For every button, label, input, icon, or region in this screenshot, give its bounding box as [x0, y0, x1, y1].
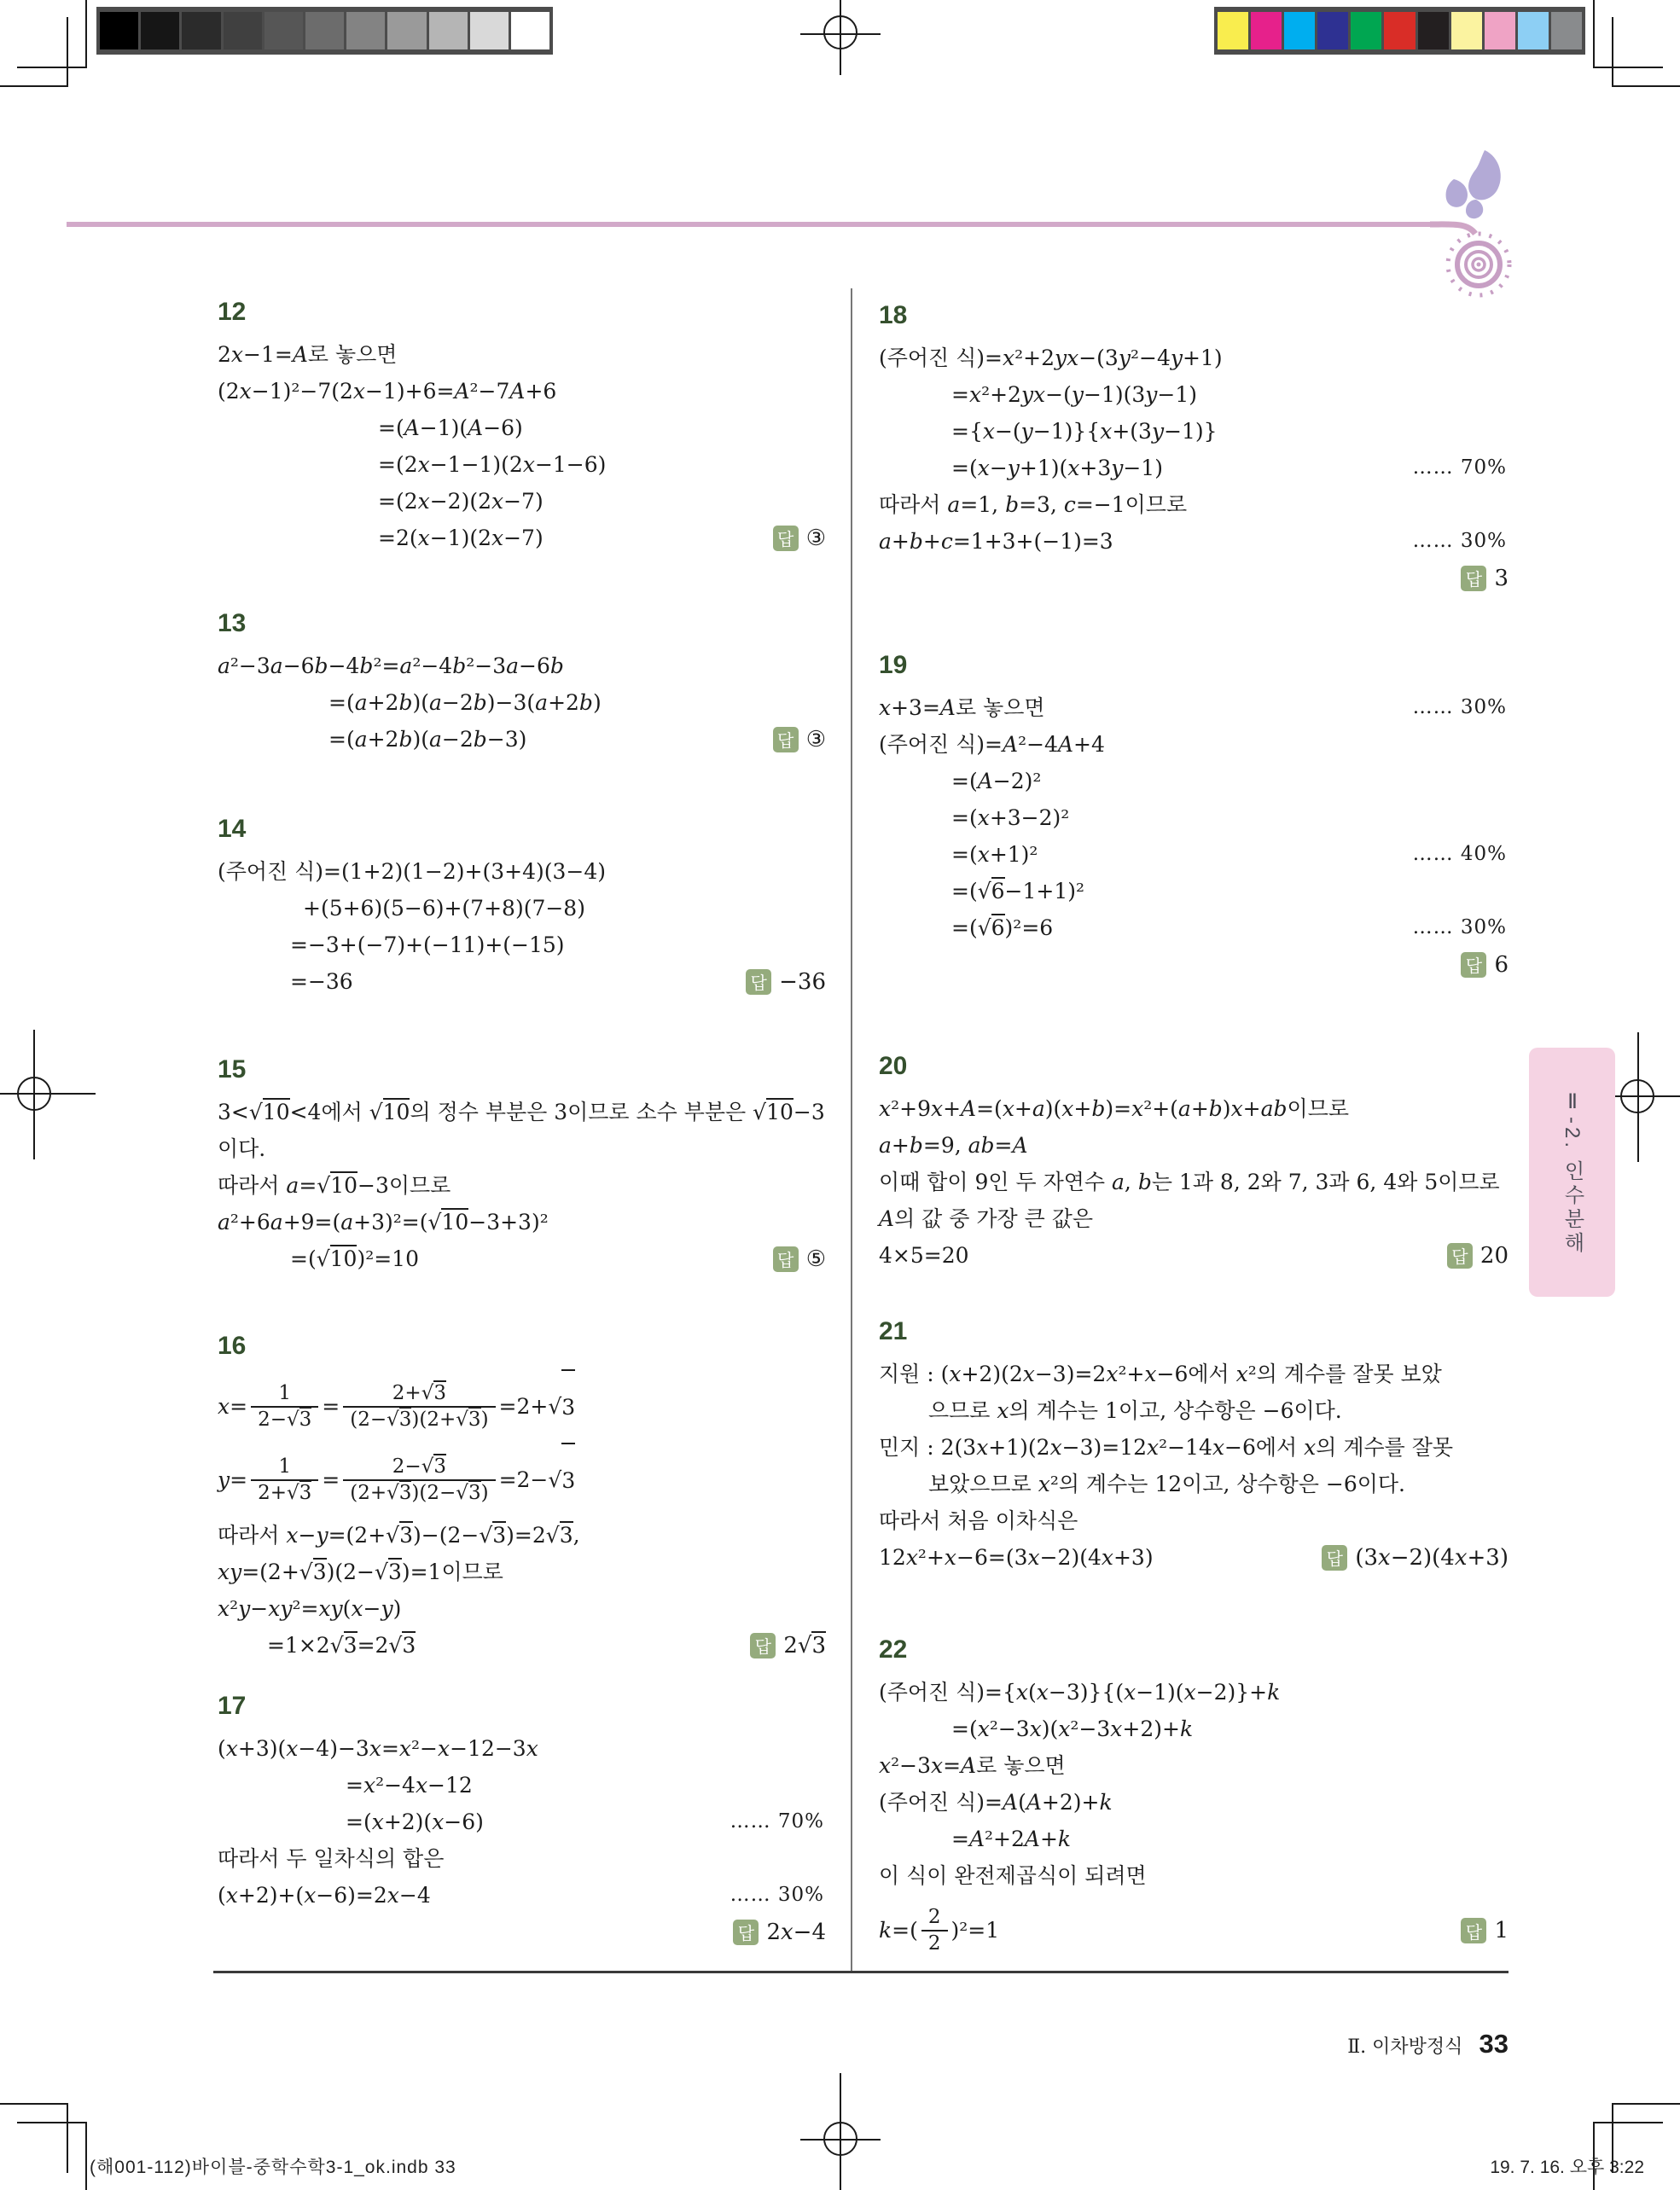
solution-line: =(√6−1+1)²	[951, 879, 1085, 903]
grayscale-swatch	[511, 12, 549, 49]
solution-line: A의 값 중 가장 큰 값은	[879, 1206, 1093, 1231]
grayscale-swatch	[224, 12, 262, 49]
solution-line: a²+6a+9=(a+3)²=(√10−3+3)²	[218, 1210, 549, 1234]
solution-line: =(2x−2)(2x−7)	[378, 489, 544, 514]
chapter-side-tab	[1529, 1048, 1615, 1297]
solution-line: +(5+6)(5−6)+(7+8)(7−8)	[303, 896, 585, 921]
flower-ornament-icon	[1430, 147, 1524, 313]
problem-number: 20	[879, 1052, 908, 1080]
problem-number: 16	[218, 1332, 247, 1360]
answer	[773, 526, 826, 551]
answer-value: (3x−2)(4x+3)	[1355, 1544, 1509, 1571]
fraction: $\frac{2}{2}$	[921, 1905, 948, 1956]
answer-value: ③	[805, 525, 826, 551]
solution-line: =(x+1)² …… 40%	[879, 836, 1509, 873]
problem-18	[879, 302, 1509, 596]
footer-section	[879, 2029, 1509, 2059]
answer-value: ⑤	[805, 1246, 826, 1272]
answer-value: −36	[779, 968, 826, 995]
problem-17	[218, 1693, 826, 1950]
solution-line: 3<√10<4에서 √10의 정수 부분은 3이므로 소수 부분은 √10−3	[218, 1100, 825, 1124]
answer	[1447, 1243, 1509, 1269]
grayscale-swatch	[346, 12, 385, 49]
score-note: …… 70%	[1412, 456, 1507, 479]
footer-rule	[213, 1971, 1509, 1973]
solution-line: 이다.	[218, 1136, 266, 1161]
solution-line: 4×5=20 답 20	[879, 1242, 1509, 1269]
answer	[773, 1246, 826, 1272]
solution-line: 따라서 a=√10−3이므로	[218, 1173, 451, 1198]
answer-value: 1	[1494, 1918, 1509, 1943]
solution-line: x = $\frac{1}{2-√3}$ = $\frac{2+√3}{(2-√3)(2+√3)}$ =2+√ 3	[218, 1370, 826, 1444]
solution-line: x²+9x+A=(x+a)(x+b)=x²+(a+b)x+ab이므로	[879, 1096, 1349, 1121]
grayscale-swatch	[387, 12, 426, 49]
color-swatch	[1218, 12, 1248, 49]
solution-line: =1×2√3=2√3 답 2√3	[267, 1632, 826, 1658]
solution-line: 따라서 a=1, b=3, c=−1이므로	[879, 492, 1188, 517]
color-swatch	[1317, 12, 1348, 49]
solution-line: y = $\frac{1}{2+√3}$ = $\frac{2-√3}{(2+√3)(2-√3)}$ =2−√ 3	[218, 1444, 826, 1517]
solution-line	[879, 946, 1509, 983]
problem-number: 18	[879, 301, 908, 329]
answer	[1461, 1918, 1509, 1943]
solution-line: =(2x−1−1)(2x−1−6)	[378, 452, 607, 477]
side-tab-label: Ⅱ-2. 인수분해	[1561, 1089, 1584, 1256]
solution-line: =2(x−1)(2x−7) 답 ③	[378, 525, 826, 551]
solution-line: (주어진 식)={x(x−3)}{(x−1)(x−2)}+k	[879, 1680, 1281, 1705]
score-note: …… 30%	[730, 1884, 824, 1906]
problem-13	[218, 610, 826, 758]
grayscale-swatch	[141, 12, 179, 49]
solution-line: =(A−1)(A−6)	[378, 415, 523, 440]
answer-badge: 답	[733, 1920, 759, 1945]
color-swatch	[1284, 12, 1315, 49]
solution-line: =x²+2yx−(y−1)(3y−1)	[951, 382, 1197, 407]
answer-badge: 답	[773, 526, 799, 551]
solution-line: =(x−y+1)(x+3y−1) …… 70%	[879, 450, 1509, 486]
solution-line	[218, 1914, 826, 1950]
solution-line: =(x+3−2)²	[951, 805, 1070, 830]
solution-line: =(√6)²=6 …… 30%	[879, 909, 1509, 946]
footer-page-number: 33	[1479, 2029, 1509, 2059]
problem-number: 22	[879, 1635, 908, 1664]
problem-number: 15	[218, 1055, 247, 1083]
answer-badge: 답	[746, 969, 771, 995]
color-swatch	[1351, 12, 1381, 49]
color-swatch	[1451, 12, 1482, 49]
answer-value: ③	[805, 726, 826, 752]
answer-value: 6	[1494, 951, 1509, 978]
solution-line: =(x+2)(x−6) …… 70%	[218, 1804, 826, 1840]
column-divider	[851, 288, 852, 1972]
solution-line: 따라서 x−y=(2+√3)−(2−√3)=2√3,	[218, 1523, 580, 1548]
grayscale-swatch	[264, 12, 303, 49]
solution-line: 2x−1=A로 놓으면	[218, 342, 398, 367]
grayscale-swatch	[182, 12, 220, 49]
color-swatch	[1384, 12, 1415, 49]
fraction: $\frac{1}{2+√3}$	[251, 1455, 318, 1506]
grayscale-swatch	[429, 12, 468, 49]
solution-line: a+b+c=1+3+(−1)=3 …… 30%	[879, 523, 1509, 560]
answer	[1461, 566, 1509, 591]
problem-20	[879, 1053, 1509, 1274]
footer-chapter-label: Ⅱ. 이차방정식	[1347, 2036, 1463, 2058]
solution-line: (x+3)(x−4)−3x=x²−x−12−3x	[218, 1736, 538, 1761]
solution-line: =x²−4x−12	[346, 1773, 473, 1798]
solution-line: =(a+2b)(a−2b−3) 답 ③	[328, 726, 826, 752]
answer-value: 2√3	[783, 1632, 826, 1658]
solution-line: a+b=9, ab=A	[879, 1133, 1028, 1158]
fraction: $\frac{2-√3}{(2+√3)(2-√3)}$	[343, 1455, 495, 1506]
grayscale-swatch	[305, 12, 344, 49]
solution-line: =A²+2A+k	[951, 1827, 1072, 1851]
header-rule	[67, 222, 1455, 227]
solution-line: (주어진 식)=A(A+2)+k	[879, 1790, 1113, 1815]
problem-21	[879, 1318, 1509, 1576]
solution-line: =(A−2)²	[951, 769, 1042, 793]
solution-line: (x+2)+(x−6)=2x−4 …… 30%	[218, 1877, 826, 1914]
answer	[733, 1920, 826, 1945]
problem-number: 13	[218, 609, 247, 637]
solution-line: 으므로 x의 계수는 1이고, 상수항은 −6이다.	[928, 1398, 1342, 1423]
solution-line: 민지 : 2(3x+1)(2x−3)=12x²−14x−6에서 x의 계수를 잘못	[879, 1435, 1454, 1460]
answer	[750, 1633, 826, 1658]
solution-line: =(x²−3x)(x²−3x+2)+k	[951, 1717, 1194, 1741]
score-note: …… 30%	[1412, 916, 1507, 938]
answer-badge: 답	[1461, 1918, 1486, 1943]
solution-line: (2x−1)²−7(2x−1)+6=A²−7A+6	[218, 379, 557, 404]
problem-number: 21	[879, 1317, 908, 1345]
solution-line: 12x²+x−6=(3x−2)(4x+3) 답 (3x−2)(4x+3)	[879, 1544, 1509, 1571]
answer-value: 3	[1494, 565, 1509, 591]
fraction: $\frac{2+√3}{(2-√3)(2+√3)}$	[343, 1381, 495, 1432]
solution-line: (주어진 식)=(1+2)(1−2)+(3+4)(3−4)	[218, 859, 607, 884]
solution-line: (주어진 식)=A²−4A+4	[879, 732, 1105, 757]
color-calibration-bar	[1214, 7, 1585, 55]
grayscale-swatch	[470, 12, 509, 49]
problem-number: 17	[218, 1692, 247, 1720]
solution-line: x²−3x=A로 놓으면	[879, 1753, 1066, 1778]
answer-badge: 답	[1322, 1545, 1347, 1571]
answer-badge: 답	[773, 727, 799, 752]
answer-badge: 답	[1447, 1243, 1473, 1269]
solution-line	[879, 560, 1509, 596]
answer-badge: 답	[1461, 566, 1486, 591]
answer	[746, 969, 826, 995]
answer	[1461, 952, 1509, 978]
problem-16	[218, 1333, 826, 1664]
solution-line: =−3+(−7)+(−11)+(−15)	[290, 932, 565, 957]
problem-19	[879, 652, 1509, 983]
solution-line: 이때 합이 9인 두 자연수 a, b는 1과 8, 2와 7, 3과 6, 4와 5이므로	[879, 1170, 1500, 1194]
score-note: …… 70%	[730, 1810, 824, 1833]
answer	[773, 727, 826, 752]
grayscale-calibration-bar	[96, 7, 553, 55]
score-note: …… 40%	[1412, 843, 1507, 865]
answer	[1322, 1545, 1509, 1571]
color-swatch	[1418, 12, 1449, 49]
problem-14	[218, 816, 826, 1000]
score-note: …… 30%	[1412, 530, 1507, 552]
problem-number: 19	[879, 651, 908, 679]
problem-number: 12	[218, 298, 247, 326]
solution-line: 보았으므로 x²의 계수는 12이고, 상수항은 −6이다.	[928, 1472, 1405, 1496]
solution-line: x²y−xy²=xy(x−y)	[218, 1596, 402, 1621]
problem-22	[879, 1636, 1509, 1967]
answer-badge: 답	[1461, 952, 1486, 978]
fraction: $\frac{1}{2-√3}$	[251, 1381, 318, 1432]
solution-line: 이 식이 완전제곱식이 되려면	[879, 1863, 1147, 1888]
answer-badge: 답	[773, 1246, 799, 1272]
solution-line: 따라서 처음 이차식은	[879, 1508, 1078, 1533]
print-timestamp: 19. 7. 16. 오후 3:22	[1490, 2158, 1644, 2177]
solution-line: =(√10)²=10 답 ⑤	[290, 1246, 826, 1272]
problem-15	[218, 1056, 826, 1277]
solution-line: a²−3a−6b−4b²=a²−4b²−3a−6b	[218, 654, 564, 678]
color-swatch	[1551, 12, 1582, 49]
solution-line: 따라서 두 일차식의 합은	[218, 1846, 445, 1871]
solution-line: x+3=A로 놓으면 …… 30%	[879, 689, 1509, 726]
color-swatch	[1518, 12, 1549, 49]
solution-line: =(a+2b)(a−2b)−3(a+2b)	[328, 690, 602, 715]
color-swatch	[1251, 12, 1282, 49]
problem-12	[218, 299, 826, 556]
solution-line: ={x−(y−1)}{x+(3y−1)}	[951, 419, 1218, 444]
solution-line: xy=(2+√3)(2−√3)=1이므로	[218, 1560, 503, 1584]
grayscale-swatch	[100, 12, 138, 49]
print-info: (해001-112)바이블-중학수학3-1_ok.indb 33	[90, 2158, 456, 2177]
answer-value: 20	[1479, 1242, 1509, 1269]
answer-value: 2x−4	[766, 1919, 826, 1945]
solution-line: =−36 답 −36	[290, 968, 826, 995]
score-note: …… 30%	[1412, 696, 1507, 718]
problem-number: 14	[218, 815, 247, 843]
color-swatch	[1485, 12, 1515, 49]
answer-badge: 답	[750, 1633, 776, 1658]
solution-line: (주어진 식)=x²+2yx−(3y²−4y+1)	[879, 346, 1223, 370]
solution-line: 지원 : (x+2)(2x−3)=2x²+x−6에서 x²의 계수를 잘못 보았	[879, 1362, 1442, 1386]
solution-line: k =( $\frac{2}{2}$ )²=1 답 1	[879, 1906, 1509, 1955]
